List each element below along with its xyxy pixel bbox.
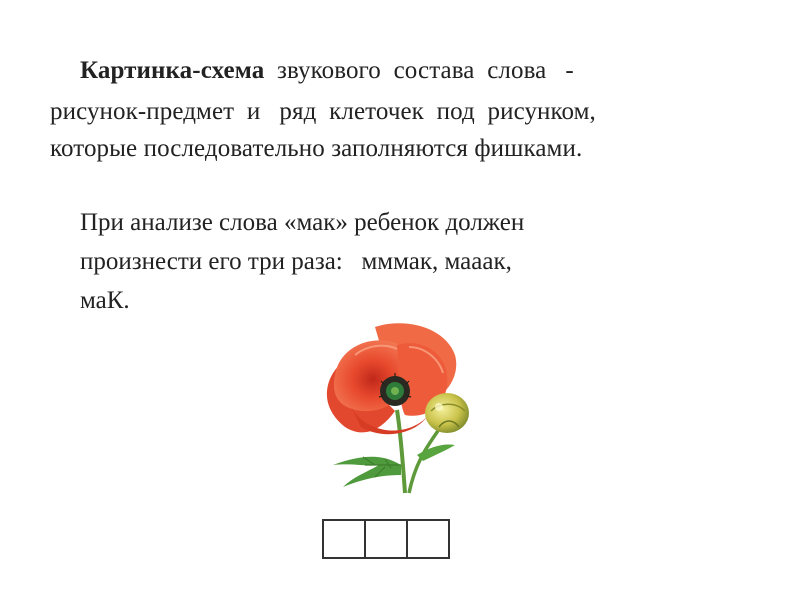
- poppy-flower-icon: [305, 315, 480, 500]
- definition-line-1-rest: звукового состава слова -: [264, 57, 574, 84]
- sound-cell-1[interactable]: [322, 519, 366, 559]
- sound-cell-3[interactable]: [406, 519, 450, 559]
- definition-line-2: рисунок-предмет и ряд клеточек под рисунком,: [50, 98, 596, 125]
- example-line-3: маК.: [80, 287, 130, 314]
- example-line-2: произнести его три раза: мммак, мааак,: [80, 248, 512, 275]
- definition-term: Картинка-схема: [80, 57, 265, 84]
- example-line-1: При анализе слова «мак» ребенок должен: [80, 209, 525, 236]
- sound-cell-2[interactable]: [364, 519, 408, 559]
- sound-scheme-cells: [322, 519, 450, 559]
- definition-line-3: которые последовательно заполняются фишками.: [50, 135, 583, 162]
- definition-line-1: [80, 52, 780, 90]
